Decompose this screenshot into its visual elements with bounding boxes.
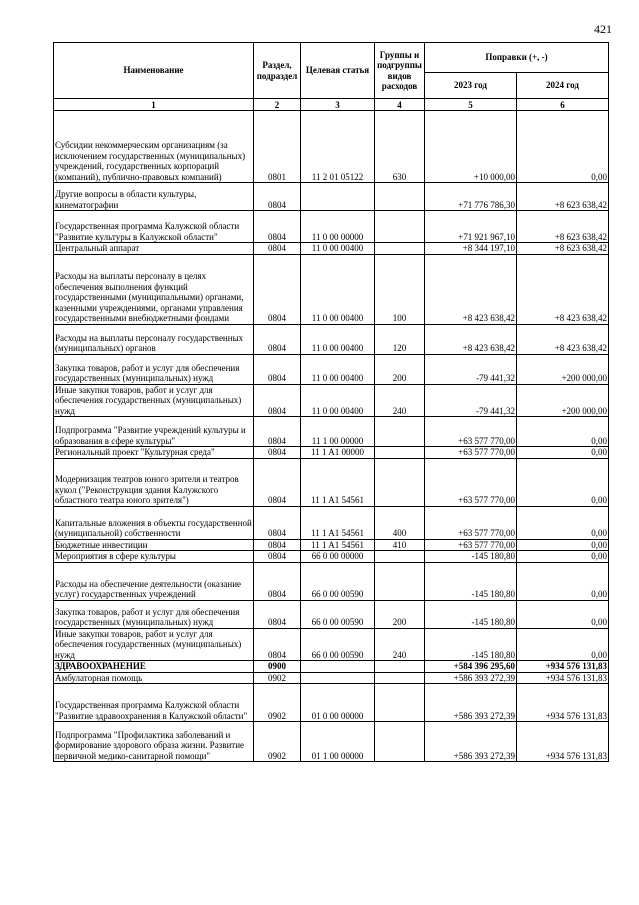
row-amount-2023: +10 000,00 — [425, 111, 517, 183]
row-section: 0804 — [254, 254, 301, 324]
row-amount-2023: -145 180,80 — [425, 562, 517, 600]
row-name: Другие вопросы в области культуры, кинематографии — [54, 183, 254, 211]
row-section: 0804 — [254, 324, 301, 354]
row-amount-2024: 0,00 — [517, 458, 609, 506]
row-name: Амбулаторная помощь — [54, 672, 254, 684]
row-amount-2024: +200 000,00 — [517, 354, 609, 384]
row-target: 11 0 00 00400 — [301, 324, 375, 354]
table-row — [54, 628, 609, 661]
row-amount-2024: +200 000,00 — [517, 384, 609, 417]
row-section: 0902 — [254, 684, 301, 722]
row-section: 0804 — [254, 447, 301, 459]
table-row — [54, 211, 609, 243]
table-row — [54, 539, 609, 551]
table-row — [54, 672, 609, 684]
table-row — [54, 243, 609, 255]
table-row — [54, 562, 609, 600]
row-name: Подпрограмма "Развитие учреждений культуры и образования в сфере культуры" — [54, 417, 254, 447]
row-group — [375, 417, 425, 447]
table-row — [54, 384, 609, 417]
row-name: Иные закупки товаров, работ и услуг для обеспечения государственных (муниципальных) нужд — [54, 384, 254, 417]
row-amount-2023: -145 180,80 — [425, 551, 517, 563]
row-section: 0902 — [254, 672, 301, 684]
row-group — [375, 722, 425, 762]
row-amount-2024: 0,00 — [517, 600, 609, 628]
row-section: 0804 — [254, 458, 301, 506]
row-amount-2023: -145 180,80 — [425, 628, 517, 661]
row-amount-2023: +63 577 770,00 — [425, 506, 517, 539]
row-name: Подпрограмма "Профилактика заболеваний и формирование здорового образа жизни. Развитие первичной медико-санитарной помощи" — [54, 722, 254, 762]
row-section: 0804 — [254, 551, 301, 563]
row-target: 11 1 A1 54561 — [301, 506, 375, 539]
row-target: 11 1 A1 54561 — [301, 458, 375, 506]
table-row — [54, 600, 609, 628]
row-target: 11 1 A1 54561 — [301, 539, 375, 551]
row-group: 100 — [375, 254, 425, 324]
row-section: 0801 — [254, 111, 301, 183]
row-section: 0902 — [254, 722, 301, 762]
row-amount-2024: +8 423 638,42 — [517, 324, 609, 354]
row-name: Расходы на выплаты персоналу в целях обеспечения выполнения функций государственными (муниципальными) органами, казенными учреждениями, органами управления государственными внебюджетными фондами — [54, 254, 254, 324]
header-target: Целевая статья — [301, 43, 375, 99]
column-number: 1 — [54, 99, 254, 111]
column-number: 2 — [254, 99, 301, 111]
row-group — [375, 672, 425, 684]
row-target: 66 0 00 00590 — [301, 600, 375, 628]
row-name: Расходы на обеспечение деятельности (оказание услуг) государственных учреждений — [54, 562, 254, 600]
table-row — [54, 551, 609, 563]
row-target: 11 0 00 00400 — [301, 354, 375, 384]
row-name: ЗДРАВООХРАНЕНИЕ — [54, 661, 254, 673]
row-target: 01 1 00 00000 — [301, 722, 375, 762]
row-amount-2023: +586 393 272,39 — [425, 684, 517, 722]
row-amount-2024: 0,00 — [517, 562, 609, 600]
row-amount-2023: +8 344 197,10 — [425, 243, 517, 255]
row-target: 11 2 01 05122 — [301, 111, 375, 183]
row-section: 0804 — [254, 417, 301, 447]
row-amount-2023: +71 776 786,30 — [425, 183, 517, 211]
row-name: Государственная программа Калужской области "Развитие культуры в Калужской области" — [54, 211, 254, 243]
column-number-row — [54, 99, 609, 111]
row-amount-2024: 0,00 — [517, 628, 609, 661]
row-amount-2023: +71 921 967,10 — [425, 211, 517, 243]
row-group — [375, 183, 425, 211]
row-amount-2024: +934 576 131,83 — [517, 684, 609, 722]
row-amount-2023: +8 423 638,42 — [425, 324, 517, 354]
row-group — [375, 684, 425, 722]
table-row — [54, 458, 609, 506]
row-amount-2024: 0,00 — [517, 506, 609, 539]
table-row — [54, 447, 609, 459]
column-number: 3 — [301, 99, 375, 111]
row-target: 11 0 00 00000 — [301, 211, 375, 243]
row-amount-2023: +63 577 770,00 — [425, 417, 517, 447]
table-row — [54, 684, 609, 722]
row-target: 66 0 00 00590 — [301, 562, 375, 600]
row-group: 120 — [375, 324, 425, 354]
header-section: Раздел, подраздел — [254, 43, 301, 99]
row-group: 240 — [375, 384, 425, 417]
row-group — [375, 551, 425, 563]
row-name: Субсидии некоммерческим организациям (за исключением государственных (муниципальных) учреждений, государственных корпораций (компаний), публично-правовых компаний) — [54, 111, 254, 183]
header-name: Наименование — [54, 43, 254, 99]
row-group — [375, 211, 425, 243]
row-amount-2023: +586 393 272,39 — [425, 722, 517, 762]
row-amount-2023: +8 423 638,42 — [425, 254, 517, 324]
column-number: 6 — [517, 99, 609, 111]
row-amount-2024: +8 423 638,42 — [517, 254, 609, 324]
row-section: 0804 — [254, 183, 301, 211]
budget-table — [53, 42, 609, 762]
row-name: Центральный аппарат — [54, 243, 254, 255]
table-row — [54, 354, 609, 384]
header-year-2024: 2024 год — [517, 73, 609, 99]
row-amount-2024: +934 576 131,83 — [517, 672, 609, 684]
row-group: 400 — [375, 506, 425, 539]
row-section: 0900 — [254, 661, 301, 673]
row-amount-2023: +584 396 295,60 — [425, 661, 517, 673]
row-name: Модернизация театров юного зрителя и театров кукол ("Реконструкция здания Калужского областного театра юного зрителя") — [54, 458, 254, 506]
row-name: Расходы на выплаты персоналу государственных (муниципальных) органов — [54, 324, 254, 354]
row-group: 200 — [375, 600, 425, 628]
row-amount-2023: +63 577 770,00 — [425, 539, 517, 551]
row-group: 410 — [375, 539, 425, 551]
table-row — [54, 417, 609, 447]
row-section: 0804 — [254, 562, 301, 600]
row-name: Закупка товаров, работ и услуг для обеспечения государственных (муниципальных) нужд — [54, 354, 254, 384]
header-amendments: Поправки (+, -) — [425, 43, 609, 73]
row-amount-2024: 0,00 — [517, 111, 609, 183]
row-amount-2024: 0,00 — [517, 447, 609, 459]
row-group — [375, 447, 425, 459]
row-section: 0804 — [254, 211, 301, 243]
row-target — [301, 661, 375, 673]
row-name: Государственная программа Калужской области "Развитие здравоохранения в Калужской области" — [54, 684, 254, 722]
row-amount-2023: +63 577 770,00 — [425, 447, 517, 459]
row-name: Иные закупки товаров, работ и услуг для обеспечения государственных (муниципальных) нужд — [54, 628, 254, 661]
row-target: 11 1 A1 00000 — [301, 447, 375, 459]
row-amount-2023: -79 441,32 — [425, 384, 517, 417]
row-group: 200 — [375, 354, 425, 384]
column-number: 4 — [375, 99, 425, 111]
row-group — [375, 243, 425, 255]
table-row — [54, 661, 609, 673]
row-section: 0804 — [254, 354, 301, 384]
row-amount-2024: +934 576 131,83 — [517, 722, 609, 762]
row-amount-2024: +8 623 638,42 — [517, 183, 609, 211]
row-amount-2023: -79 441,32 — [425, 354, 517, 384]
row-target: 66 0 00 00590 — [301, 628, 375, 661]
header-groups: Группы и подгруппы видов расходов — [375, 43, 425, 99]
row-amount-2023: -145 180,80 — [425, 600, 517, 628]
row-target — [301, 672, 375, 684]
row-section: 0804 — [254, 600, 301, 628]
row-name: Закупка товаров, работ и услуг для обеспечения государственных (муниципальных) нужд — [54, 600, 254, 628]
row-group — [375, 661, 425, 673]
row-amount-2023: +586 393 272,39 — [425, 672, 517, 684]
table-row — [54, 324, 609, 354]
row-name: Капитальные вложения в объекты государственной (муниципальной) собственности — [54, 506, 254, 539]
row-section: 0804 — [254, 539, 301, 551]
row-target: 11 0 00 00400 — [301, 254, 375, 324]
row-section: 0804 — [254, 384, 301, 417]
row-amount-2024: +934 576 131,83 — [517, 661, 609, 673]
row-target: 11 1 00 00000 — [301, 417, 375, 447]
row-target: 11 0 00 00400 — [301, 384, 375, 417]
row-target: 01 0 00 00000 — [301, 684, 375, 722]
table-row — [54, 722, 609, 762]
table-row — [54, 506, 609, 539]
row-group: 630 — [375, 111, 425, 183]
table-row — [54, 254, 609, 324]
row-amount-2024: 0,00 — [517, 539, 609, 551]
row-section: 0804 — [254, 628, 301, 661]
row-target — [301, 183, 375, 211]
row-target: 66 0 00 00000 — [301, 551, 375, 563]
row-amount-2024: 0,00 — [517, 417, 609, 447]
row-amount-2024: 0,00 — [517, 551, 609, 563]
row-name: Бюджетные инвестиции — [54, 539, 254, 551]
table-row — [54, 111, 609, 183]
row-group — [375, 458, 425, 506]
row-group: 240 — [375, 628, 425, 661]
header-year-2023: 2023 год — [425, 73, 517, 99]
row-amount-2024: +8 623 638,42 — [517, 243, 609, 255]
page-number: 421 — [594, 22, 612, 36]
row-group — [375, 562, 425, 600]
row-name: Региональный проект "Культурная среда" — [54, 447, 254, 459]
row-section: 0804 — [254, 506, 301, 539]
row-amount-2024: +8 623 638,42 — [517, 211, 609, 243]
column-number: 5 — [425, 99, 517, 111]
row-amount-2023: +63 577 770,00 — [425, 458, 517, 506]
table-row — [54, 183, 609, 211]
row-section: 0804 — [254, 243, 301, 255]
row-name: Мероприятия в сфере культуры — [54, 551, 254, 563]
row-target: 11 0 00 00400 — [301, 243, 375, 255]
